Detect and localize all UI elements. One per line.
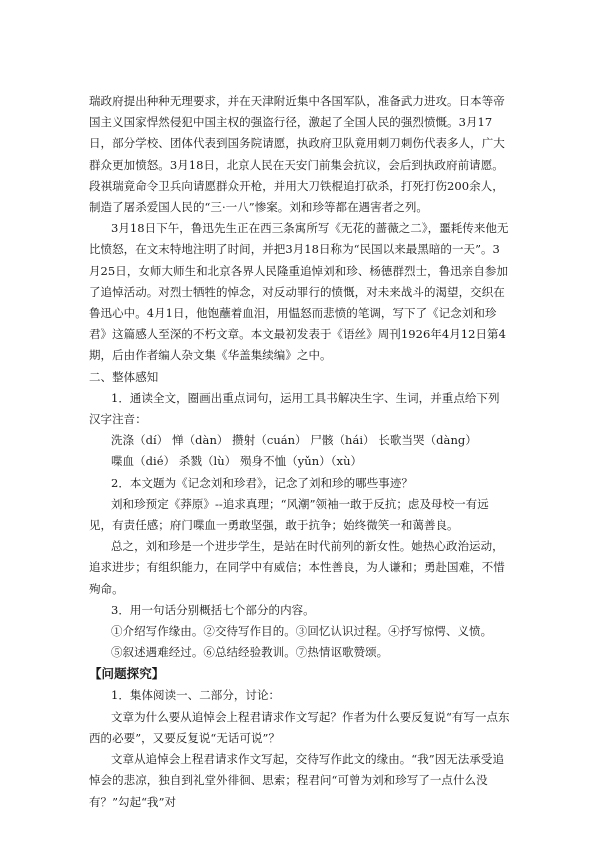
question-3: 3．用一句话分别概括七个部分的内容。 — [111, 602, 315, 617]
answer-3-line-1: ①介绍写作缘由。②交待写作目的。③回忆认识过程。④抒写惊愕、义愤。 — [111, 624, 493, 639]
section-heading-inquiry: 【问题探究】 — [89, 666, 165, 682]
answer-2-part-2: 总之，刘和珍是一个进步学生，是站在时代前列的新女性。她热心政治运动，追求进步；有组织能力，在同学中有威信；本性善良，为人谦和；勇赴国难，不惜殉命。 — [89, 539, 505, 596]
background-paragraph-2: 3月18日下午，鲁迅先生正在西三条寓所写《无花的蔷薇之二》，噩耗传来他无比愤怒，在文末特地注明了时间，并把3月18日称为“民国以来最黑暗的一天”。3月25日，女师大师生和北京各界人民隆重追悼刘和珍、杨德群烈士，鲁迅亲自参加了追悼活动。对烈士牺牲的悼念，对反动罪行的愤慨，对未来战斗的渴望，交织在鲁迅心中。4月1日，他饱蘸着血泪，用愠怒而悲愤的笔调，写下了《记念刘和珍君》这篇感人至深的不朽文章。本文最初发表于《语丝》周刊1926年4月12日第4期，后由作者编人杂文集《华盖集续编》之中。 — [89, 221, 509, 363]
document-body — [89, 91, 510, 813]
inquiry-answer-1-text: 文章从追悼会上程君请求作文写起，交待写作此文的缘由。“我”因无法承受追悼会的悲凉，独自到礼堂外徘徊、思索；程君问“可曾为刘和珍写了一点什么没有？”勾起“我”对 — [89, 752, 505, 809]
inquiry-question-1-text: 文章为什么要从追悼会上程君请求作文写起？作者为什么要反复说“有写一点东西的必要”，又要反复说“无话可说”？ — [89, 709, 510, 745]
inquiry-question-1: 1．集体阅读一、二部分，讨论： — [111, 688, 281, 703]
pinyin-line-2: 喋血（dié） 杀戮（lù） 殒身不恤（yǔn）（xù） — [111, 454, 363, 469]
answer-3-line-2: ⑤叙述遇难经过。⑥总结经验教训。⑦热情讴歌赞颂。 — [111, 645, 389, 660]
background-paragraph-1: 瑞政府提出种种无理要求，并在天津附近集中各国军队，准备武力进攻。日本等帝国主义国家悍然侵犯中国主权的强盗行径，激起了全国人民的强烈愤慨。3月17日，部分学校、团体代表到国务院请愿，执政府卫队竟用刺刀刺伤代表多人，广大群众更加愤怒。3月18日，北京人民在天安门前集会抗议，会后到执政府前请愿。段祺瑞竟命令卫兵向请愿群众开枪，并用大刀铁棍追打砍杀，打死打伤200余人，制造了屠杀爱国人民的“三·一八”惨案。刘和珍等都在遇害者之列。 — [89, 94, 505, 215]
answer-2-part-1: 刘和珍预定《莽原》--追求真理；“风潮”领袖一敢于反抗；虑及母校一有远见，有责任感；府门喋血一勇敢坚强，敢于抗争；始终微笑一和蔼善良。 — [89, 496, 489, 533]
question-1: 1．通读全文，圈画出重点词句，运用工具书解决生字、生词，并重点给下列汉字注音： — [89, 390, 500, 427]
pinyin-line-1: 洗涤（dí） 惮（dàn） 攒射（cuán） 尸骸（hái） 长歌当哭（dàng） — [111, 433, 477, 448]
section-heading-overall: 二、整体感知 — [89, 369, 159, 384]
question-2: 2．本文题为《记念刘和珍君》，记念了刘和珍的哪些事迹？ — [111, 475, 413, 490]
